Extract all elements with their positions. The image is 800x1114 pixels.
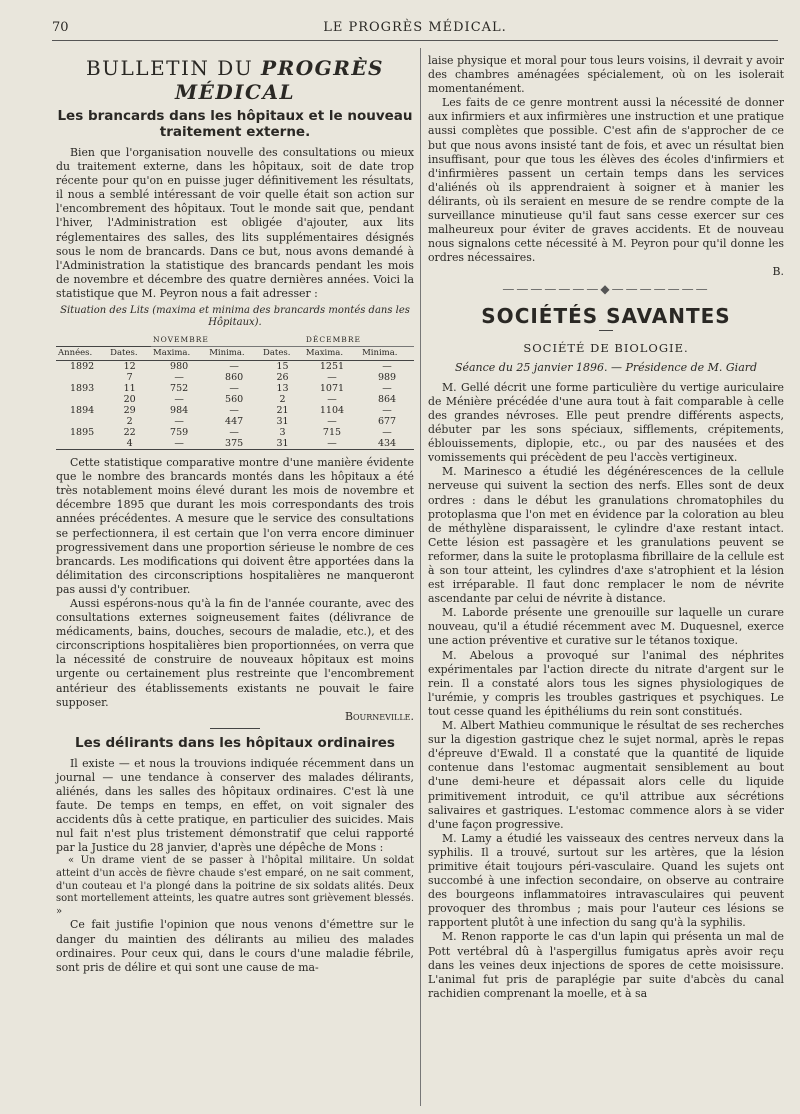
table-cell: 434 xyxy=(360,438,414,450)
table-cell: 447 xyxy=(225,416,244,428)
table-cell: 7 xyxy=(126,372,133,384)
table-row xyxy=(56,416,414,427)
section-title-delirants: Les délirants dans les hôpitaux ordinaires xyxy=(75,734,395,751)
signature: Bourneville. xyxy=(344,709,414,723)
table-row xyxy=(56,383,414,394)
page-number: 70 xyxy=(52,20,69,35)
table-cell: 1251 xyxy=(319,361,345,373)
column-header: Minima. xyxy=(207,347,261,361)
right-column xyxy=(428,54,784,1001)
table-cell: 864 xyxy=(377,394,397,406)
table-cell: 13 xyxy=(276,383,289,395)
table-cell xyxy=(56,372,108,383)
paragraph: Il existe — et nous la trouvions indiquée récemment dans un journal — une tendance à conserver des malades délirants, aliénés, dans les salles des hôpitaux ordinaires. C'est là une faute. De temps en temps, en effet, on voit signaler des accidents dûs à cette pratique, en particulier des suicides. Mais nul fait n'est plus tristement démonstratif que celui rapporté par la Justice du 28 janvier, d'après une dépêche de Mons : xyxy=(56,756,414,855)
bulletin-title-journal: PROGRÈS MÉDICAL xyxy=(174,56,385,104)
column-header: Années. xyxy=(56,347,108,361)
paragraph: Cette statistique comparative montre d'une manière évidente que le nombre des brancards montés dans les hôpitaux a été très notablement moins élevé durant les mois de novembre et décembre 1895 que durant les mois correspondants des trois années précédentes. A mesure que le service des consultations se perfectionnera, il est certain que l'on verra encore diminuer progressivement dans une proportion sérieuse le nombre de ces brancards. Les modifications qui doivent être apportées dans la délimitation des circonscriptions hospitalières ne manqueront pas aussi d'y contribuer. xyxy=(56,456,414,596)
table-cell: 31 xyxy=(276,416,289,428)
table-cell: — xyxy=(304,438,360,450)
table-cell xyxy=(56,438,108,450)
table-cell: 2 xyxy=(279,394,286,406)
table-cell: — xyxy=(174,372,184,384)
table-cell: 1893 xyxy=(69,383,95,395)
societe-name: SOCIÉTÉ DE BIOLOGIE. xyxy=(523,340,689,355)
table-cell: — xyxy=(151,438,207,450)
report-paragraph: M. Marinesco a étudié les dégénérescences de la cellule nerveuse qui suivent la section des nerfs. Elles sont de deux ordres : dans le début les granulations chromatophiles du protoplasma que l'on met en évidence par la coloration au bleu de méthylène disparaissent, le cylindre d'axe restant intact. Cette lésion est passagère et les granulations peuvent se reformer, dans la suite le protoplasma fibrillaire de la cellule est à son tour atteint, les cylindres d'axe s'atrophient et la lésion est irréparable. Il faut donc remplacer le nom de névrite ascendante par celui de névrite à distance. xyxy=(428,465,784,606)
table-cell: 989 xyxy=(377,372,397,384)
paragraph: laise physique et moral pour tous leurs voisins, il devrait y avoir des chambres aménagées spécialement, où on les isolerait momentanément. xyxy=(428,54,784,96)
column-divider xyxy=(420,48,421,1106)
column-header: Maxima. xyxy=(304,347,360,361)
table-cell: 759 xyxy=(170,427,189,439)
table-cell: 2 xyxy=(126,416,133,428)
table-cell: 752 xyxy=(170,383,189,395)
report-paragraph: M. Renon rapporte le cas d'un lapin qui présenta un mal de Pott vertébral dû à l'aspergillus fumigatus après avoir reçu dans les veines deux injections de spores de cette moisissure. L'animal fut pris de paraplégie par suite d'abcès du canal rachidien comprenant la moelle, et à sa xyxy=(428,930,784,1000)
table-row xyxy=(56,361,414,373)
page-header xyxy=(52,18,778,41)
report-paragraph: M. Laborde présente une grenouille sur laquelle un curare nouveau, qu'il a étudié récemment avec M. Duquesnel, exerce une action préventive et curative sur le tétanos toxique. xyxy=(428,606,784,648)
table-cell: — xyxy=(229,383,239,395)
paragraph: Ce fait justifie l'opinion que nous venons d'émettre sur le danger du maintien des délirants au milieu des malades ordinaires. Pour ceux qui, dans le cours d'une maladie fébrile, sont pris de délire et qui sont une cause de ma- xyxy=(56,918,414,974)
table-row xyxy=(56,427,414,438)
table-row xyxy=(56,405,414,416)
table-cell: 29 xyxy=(123,405,136,417)
table-cell: 375 xyxy=(207,438,261,450)
report-paragraph: M. Lamy a étudié les vaisseaux des centres nerveux dans la syphilis. Il a trouvé, surtout sur les artères, que la lésion primitive était toujours péri-vasculaire. Quand les sujets ont succombé à une infection secondaire, on observe au contraire des bourgeons inflammatoires intravasculaires qui peuvent provoquer des thrombus ; mais pour l'auteur ces lésions se rapportent plutôt à une infection du sang qu'à la syphilis. xyxy=(428,831,784,930)
table-row xyxy=(56,372,414,383)
table-cell: — xyxy=(382,405,392,417)
table-cell: 980 xyxy=(170,361,189,373)
paragraph: Aussi espérons-nous qu'à la fin de l'année courante, avec des consultations externes soigneusement faites (délivrance de médicaments, bains, douches, secours de maladie, etc.), et des circonscriptions hospitalières bien proportionnées, on verra que la nécessité de construire de nouveaux hôpitaux est moins urgente ou certainement plus restreinte que l'encombrement antérieur des établissements existants ne pouvait le faire supposer. xyxy=(56,596,414,709)
group-header: NOVEMBRE xyxy=(151,333,304,347)
left-column xyxy=(56,54,414,975)
title-dash xyxy=(599,330,613,331)
report-paragraph: M. Albert Mathieu communique le résultat de ses recherches sur la digestion gastrique chez le sujet normal, après le repas d'épreuve d'Ewald. Il a constaté que la quantité de liquide contenue dans l'estomac augmentait sensiblement au bout d'une demi-heure et dépassait alors celle du liquide primitivement introduit, ce qu'il attribue aux sécrétions salivaires et gastriques. L'estomac commence alors à se vider d'une façon progressive. xyxy=(428,719,784,831)
table-cell: 15 xyxy=(276,361,289,373)
societe-reports xyxy=(428,381,784,1001)
table-cell: 1894 xyxy=(69,405,95,417)
brancards-table xyxy=(56,333,414,450)
table-cell: — xyxy=(327,416,337,428)
table-cell: 31 xyxy=(261,438,304,450)
group-header: DÉCEMBRE xyxy=(304,333,414,347)
table-cell: — xyxy=(382,427,392,439)
table-cell xyxy=(56,394,108,405)
table-cell: 1892 xyxy=(69,361,95,373)
quotation: « Un drame vient de se passer à l'hôpital militaire. Un soldat atteint d'un accès de fièvre chaude s'est emparé, on ne sait comment, d'un couteau et l'a plongé dans la poitrine de six soldats alités. Deux sont mortellement atteints, les quatre autres sont grièvement blessés. » xyxy=(56,855,414,917)
report-paragraph: M. Abelous a provoqué sur l'animal des néphrites expérimentales par l'action directe du nitrate d'argent sur le rein. Il a constaté alors tous les signes physiologiques de l'urémie, y compris les troubles gastriques et psychiques. Le tout cesse quand les épithéliums du rein sont constitués. xyxy=(428,648,784,718)
seance-line: Séance du 25 janvier 1896. — Présidence de M. Giard xyxy=(454,360,758,374)
societes-title: SOCIÉTÉS SAVANTES xyxy=(481,303,731,328)
table-cell: — xyxy=(382,361,392,373)
table-cell xyxy=(56,416,108,427)
table-cell: 21 xyxy=(276,405,289,417)
table-row xyxy=(56,438,414,450)
section-divider xyxy=(210,728,260,729)
table-cell: 20 xyxy=(123,394,136,406)
table-body xyxy=(56,361,414,450)
table-cell: 860 xyxy=(225,372,244,384)
table-cell: — xyxy=(382,383,392,395)
column-header: Minima. xyxy=(360,347,414,361)
column-header: Maxima. xyxy=(151,347,207,361)
table-caption: Situation des Lits (maxima et minima des brancards montés dans les Hôpitaux). xyxy=(60,305,410,329)
table-cell: — xyxy=(229,427,239,439)
table-cell: — xyxy=(174,416,184,428)
table-cell: 3 xyxy=(279,427,286,439)
signature: B. xyxy=(772,265,784,279)
paragraph: Bien que l'organisation nouvelle des consultations ou mieux du traitement externe, dans les hôpitaux, soit de date trop récente pour qu'on en puisse juger définitivement les résultats, il nous a semblé intéressant de voir quelle était son action sur l'encombrement des hôpitaux. Tout le monde sait que, pendant l'hiver, l'Administration est obligée d'ajouter, aux lits réglementaires des salles, des lits supplémentaires désignés sous le nom de brancards. Dans ce but, nous avons demandé à l'Administration la statistique des brancards pendant les mois de novembre et décembre des quatre dernières années. Voici la statistique que M. Peyron nous a fait adresser : xyxy=(56,146,414,300)
table-cell: 984 xyxy=(170,405,189,417)
table-cell: — xyxy=(229,405,239,417)
running-title: LE PROGRÈS MÉDICAL. xyxy=(323,20,507,35)
column-header: Dates. xyxy=(108,347,151,361)
bulletin-title xyxy=(56,56,414,104)
table-cell: 1104 xyxy=(319,405,345,417)
table-cell: 12 xyxy=(123,361,136,373)
table-cell: 11 xyxy=(123,383,136,395)
table-cell: 1071 xyxy=(319,383,345,395)
report-paragraph: M. Gellé décrit une forme particulière du vertige auriculaire de Ménière précédée d'une aura tout à fait comparable à celle des grandes névroses. Elle peut prendre différents aspects, débuter par les sons spéciaux, sifflements, crépitements, éblouissements, diplopie, etc., ou par des nausées et des vomissements qui précèdent de peu l'accès vertigineux. xyxy=(428,380,784,465)
table-row xyxy=(56,394,414,405)
table-cell: 715 xyxy=(322,427,342,439)
table-cell: — xyxy=(229,361,239,373)
table-cell: — xyxy=(174,394,184,406)
section-title-brancards: Les brancards dans les hôpitaux et le nouveau traitement externe. xyxy=(57,108,413,140)
paragraph: Les faits de ce genre montrent aussi la nécessité de donner aux infirmiers et aux infirmières une instruction et une pratique aussi complètes que possible. C'est afin de s'approcher de ce but que nous avons insisté tant de fois, et avec un résultat bien insuffisant, pour que tous les élèves des écoles d'infirmiers et d'infirmières passent un certain temps dans les services d'aliénés où ils apprendraient à soigner et à manier les délirants, où ils seraient en mesure de se rendre compte de la surveillance minutieuse qu'il faut sans cesse exercer sur ces malheureux pour éviter de graves accidents. Et de nouveau nous signalons cette nécessité à M. Peyron pour qu'il donne les ordres nécessaires. xyxy=(428,96,784,265)
ornament-divider: ———————◆——————— xyxy=(502,281,710,296)
table-cell: — xyxy=(327,372,337,384)
table-cell: 1895 xyxy=(69,427,95,439)
table-cell: 22 xyxy=(123,427,136,439)
table-cell: 4 xyxy=(108,438,151,450)
table-cell: 560 xyxy=(225,394,244,406)
bulletin-title-prefix: BULLETIN DU xyxy=(85,56,262,80)
column-header: Dates. xyxy=(261,347,304,361)
table-cell: — xyxy=(327,394,337,406)
table-cell: 677 xyxy=(377,416,397,428)
table-cell: 26 xyxy=(276,372,289,384)
